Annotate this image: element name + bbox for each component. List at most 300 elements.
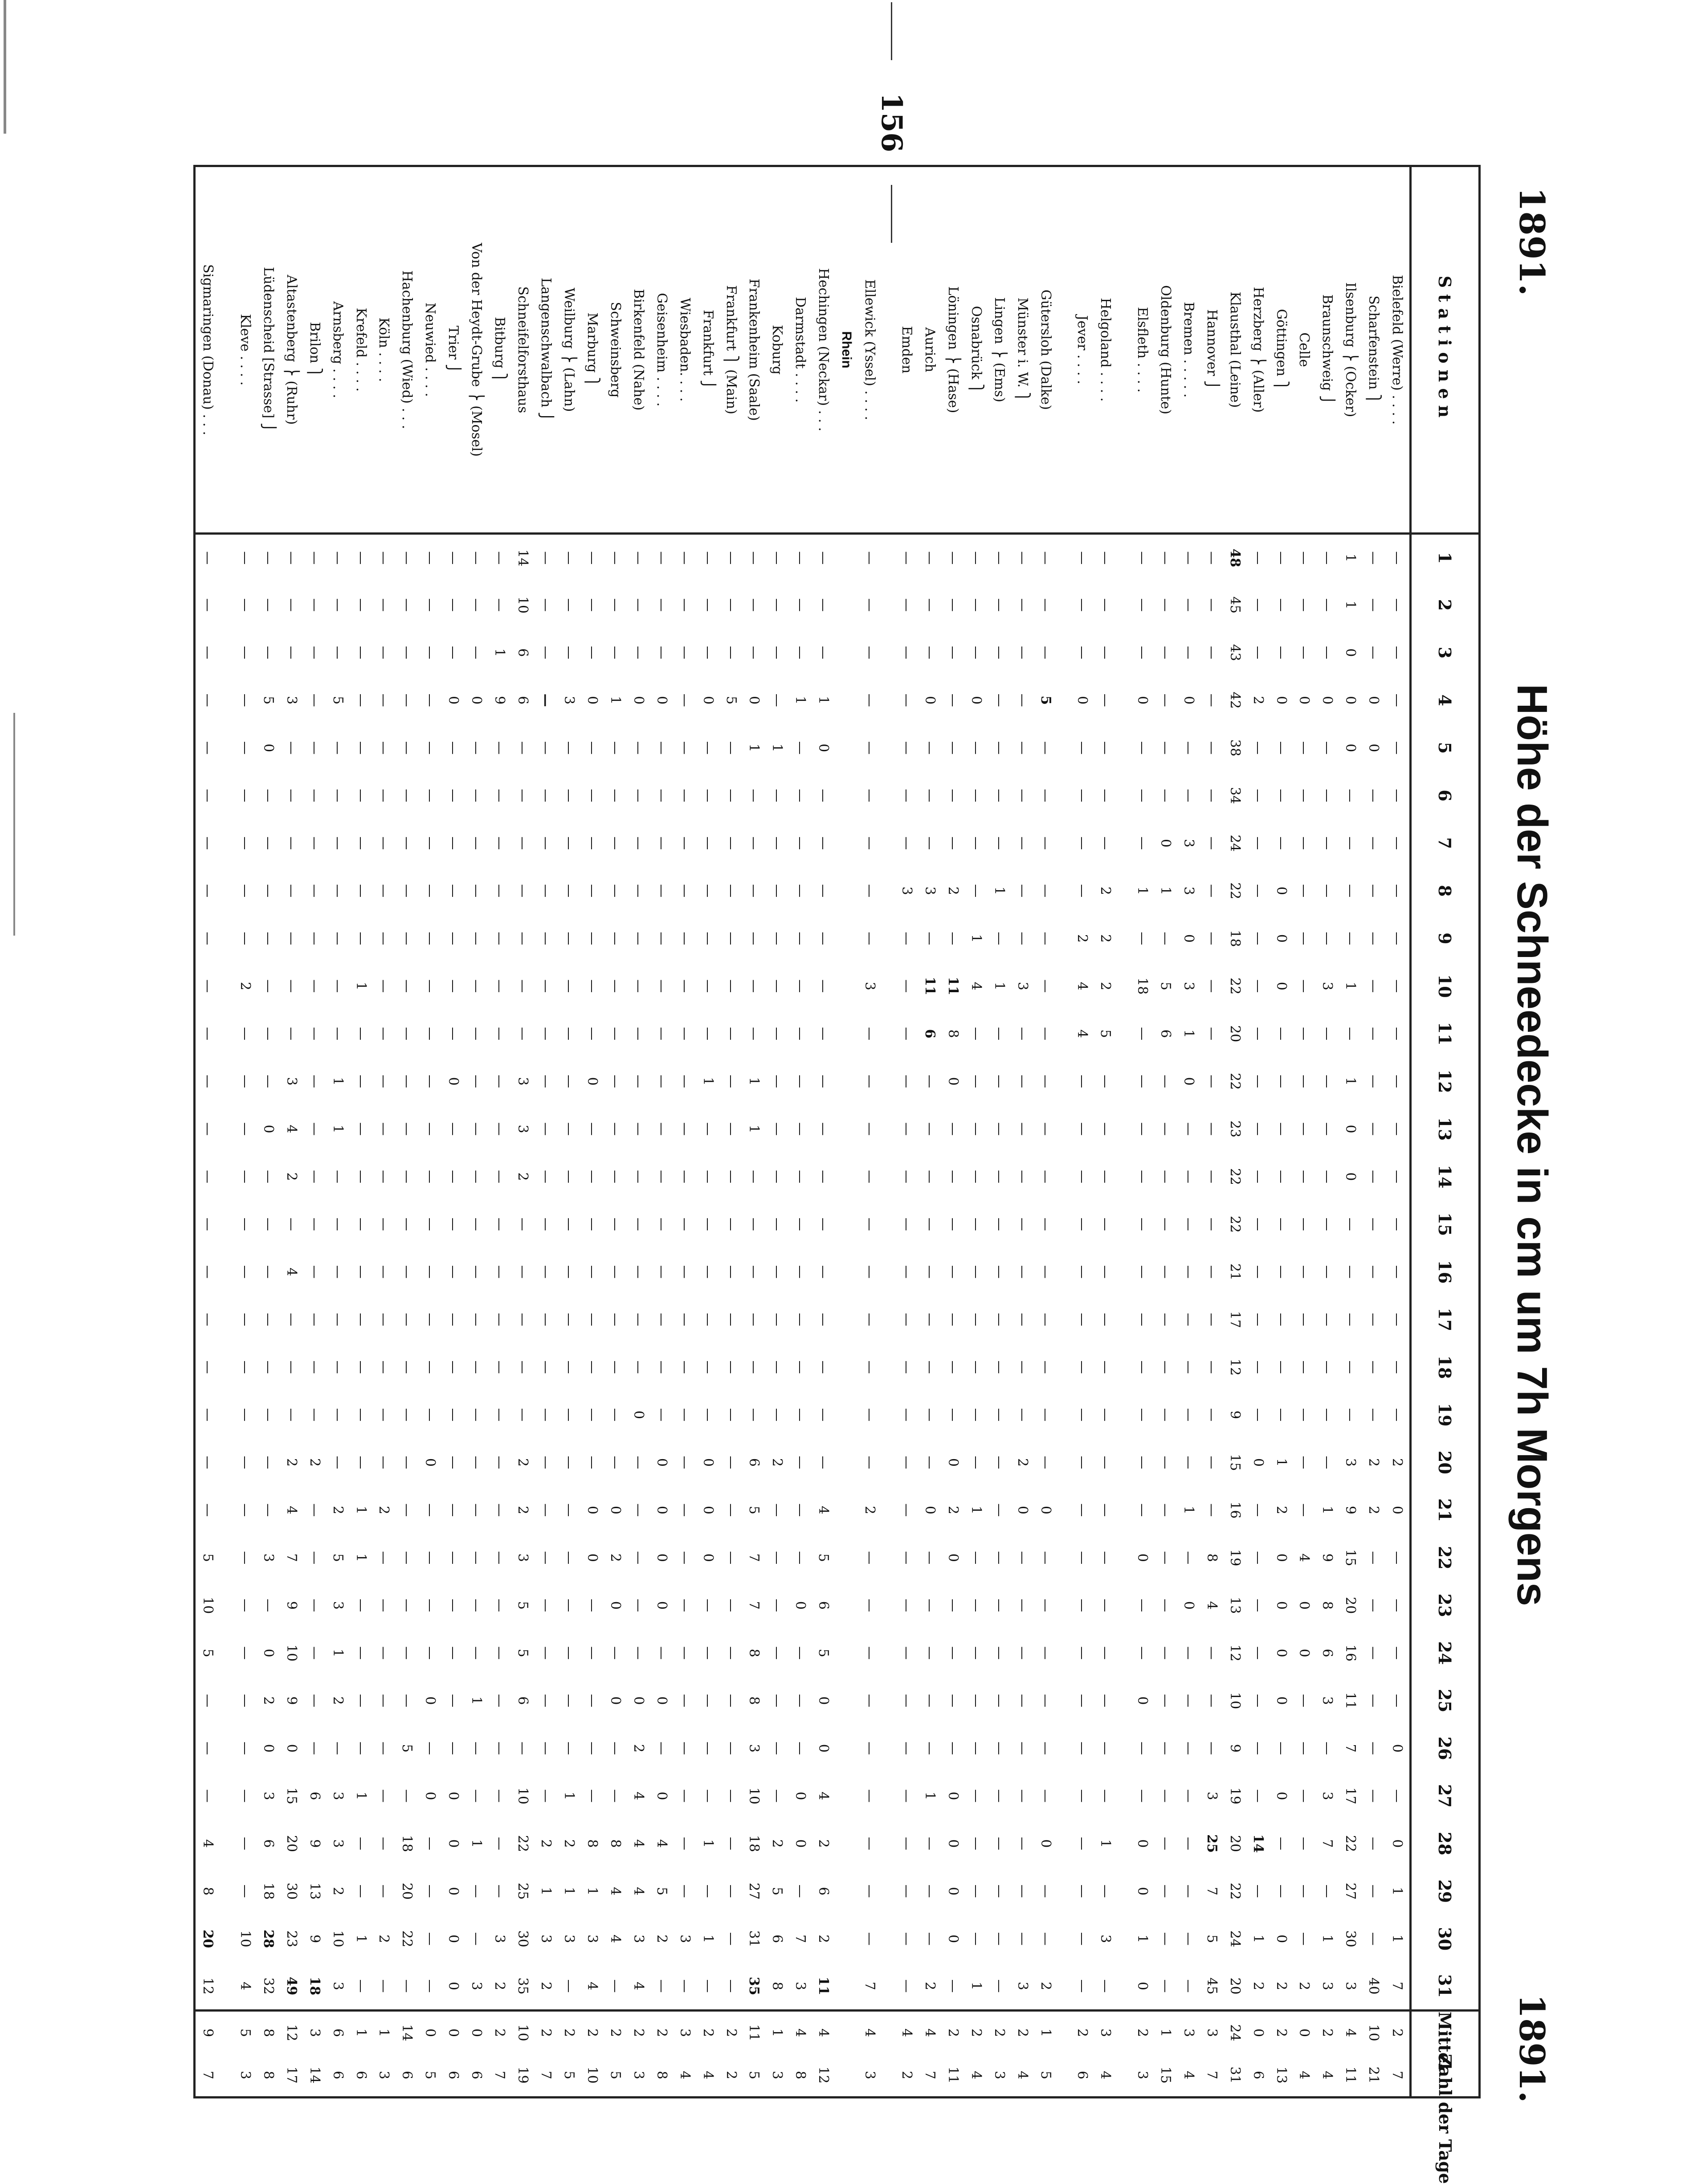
day-value: — (1180, 1360, 1196, 1374)
day-value: — (1250, 1694, 1266, 1708)
day-value: 2 (237, 982, 253, 990)
day-value: — (700, 551, 716, 565)
day-value: 1 (792, 696, 808, 705)
day-value: — (1319, 551, 1335, 565)
day-value: 20 (283, 1835, 299, 1852)
day-value: 0 (653, 1791, 669, 1800)
day-value: — (237, 789, 253, 802)
day-value: — (1389, 1217, 1405, 1231)
day-value: — (538, 1789, 554, 1803)
day-value: — (1074, 1122, 1090, 1136)
day-value: — (1250, 646, 1266, 659)
day-value: — (700, 1742, 716, 1755)
day-value: 0 (1273, 982, 1289, 990)
day-value: — (1014, 1551, 1030, 1565)
day-value: — (353, 646, 369, 659)
day-value: 0 (1134, 1887, 1150, 1896)
day-value: — (653, 1408, 669, 1422)
day-value: — (922, 1456, 938, 1469)
day-value: — (1180, 789, 1196, 802)
day-value: — (584, 551, 600, 565)
day-value: 20 (1227, 1977, 1243, 1995)
day-value: 3 (746, 1744, 762, 1753)
day-value: — (399, 1551, 415, 1565)
day-value: 0 (422, 1696, 438, 1705)
day-value: — (792, 1408, 808, 1422)
day-value (1117, 962, 1131, 1010)
day-value: — (607, 598, 623, 612)
day-value: — (492, 1503, 508, 1517)
day-value: — (1366, 1170, 1382, 1183)
day-value: 0 (1273, 1553, 1289, 1562)
day-value: — (1250, 1075, 1266, 1088)
day-value: 7 (1343, 1744, 1359, 1753)
station-name (1117, 166, 1131, 534)
day-value: — (898, 1122, 914, 1136)
day-value: — (862, 932, 878, 945)
day-value: 24 (1227, 1930, 1243, 1947)
day-value: 4 (968, 982, 984, 990)
day-value: — (492, 1456, 508, 1469)
day-value: — (1134, 741, 1150, 755)
day-value: — (492, 1646, 508, 1660)
day-value: — (862, 598, 878, 612)
day-value: 32 (260, 1977, 276, 1995)
day-value: — (746, 598, 762, 612)
day-value: — (538, 1456, 554, 1469)
day-value: — (237, 1170, 253, 1183)
day-value: — (376, 693, 392, 707)
day-count-value: 4 (968, 2070, 984, 2080)
day-value: — (1157, 598, 1173, 612)
day-value: — (792, 1217, 808, 1231)
day-value: — (1389, 1789, 1405, 1803)
day-value: — (991, 1122, 1007, 1136)
day-value (220, 1200, 234, 1248)
day-value: — (330, 1170, 346, 1183)
day-value: — (991, 1932, 1007, 1946)
day-value (220, 1439, 234, 1486)
day-value: — (1157, 1646, 1173, 1660)
header-day: 25 (1411, 1677, 1480, 1725)
mean-value: 2 (535, 2011, 558, 2054)
header-day: 14 (1411, 1153, 1480, 1200)
day-value: — (653, 1742, 669, 1755)
day-value: — (677, 1836, 693, 1850)
day-count-value: 3 (237, 2070, 253, 2080)
mean-value: 5 (233, 2011, 257, 2054)
day-value: — (1250, 836, 1266, 850)
day-value (1117, 1248, 1131, 1296)
day-value: — (1157, 1932, 1173, 1946)
day-value: 8 (200, 1887, 216, 1896)
day-value: — (1037, 979, 1053, 993)
day-value: — (1074, 1170, 1090, 1183)
day-value: — (237, 1456, 253, 1469)
day-value: — (237, 1122, 253, 1136)
mean-value: 8 (257, 2011, 280, 2054)
day-value: 18 (260, 1882, 276, 1900)
day-value: — (561, 884, 577, 898)
mean-value: 0 (419, 2011, 442, 2054)
day-count-value: 19 (515, 2066, 531, 2084)
table-row (941, 166, 964, 2098)
day-value: — (445, 1551, 461, 1565)
day-value: — (538, 741, 554, 755)
day-value: — (723, 1217, 739, 1231)
day-value: — (1180, 551, 1196, 565)
day-value: 0 (1343, 744, 1359, 753)
day-value: — (1343, 789, 1359, 802)
day-value: — (991, 836, 1007, 850)
day-value: — (353, 1075, 369, 1088)
day-value: — (653, 646, 669, 659)
day-value: 0 (653, 1696, 669, 1705)
day-value: 3 (330, 1791, 346, 1800)
day-value: — (922, 1694, 938, 1708)
day-value: — (283, 884, 299, 898)
day-value: — (922, 741, 938, 755)
day-value: — (1180, 1408, 1196, 1422)
day-value: — (723, 1551, 739, 1565)
day-value: — (1319, 598, 1335, 612)
day-value: — (1366, 1742, 1382, 1755)
day-value (1057, 1486, 1071, 1534)
day-value: — (898, 1742, 914, 1755)
day-value: 0 (653, 1601, 669, 1610)
day-value: — (1366, 1694, 1382, 1708)
day-count-value: 5 (422, 2070, 438, 2080)
day-value: — (1157, 1694, 1173, 1708)
day-value: — (945, 1646, 961, 1660)
day-value: — (968, 836, 984, 850)
day-value: — (237, 1313, 253, 1326)
day-value: — (306, 1075, 322, 1088)
day-value: — (792, 1551, 808, 1565)
day-value: — (1273, 1836, 1289, 1850)
day-value: — (538, 1503, 554, 1517)
day-value: — (653, 1360, 669, 1374)
day-value: — (1296, 1836, 1312, 1850)
day-value (1057, 1963, 1071, 2010)
day-value: — (1389, 1027, 1405, 1041)
day-value: 8 (945, 1029, 961, 1038)
day-value: 9 (1227, 1744, 1243, 1753)
day-value: — (399, 1408, 415, 1422)
day-value: — (1319, 789, 1335, 802)
day-value: — (653, 1979, 669, 1993)
day-value: — (1014, 1789, 1030, 1803)
day-value: 2 (330, 1505, 346, 1514)
day-value: — (1273, 646, 1289, 659)
day-value: 0 (445, 1887, 461, 1896)
day-value: — (1319, 836, 1335, 850)
day-value: — (1157, 1313, 1173, 1326)
day-value: — (769, 932, 785, 945)
page-title: Höhe der Schneedecke in cm um 7h Morgens (1508, 684, 1556, 1606)
day-value: — (862, 646, 878, 659)
day-value: — (538, 1075, 554, 1088)
header-day: 13 (1411, 1105, 1480, 1153)
day-value: 6 (1157, 1029, 1173, 1038)
mean-value: 1 (372, 2011, 396, 2054)
mean-value: 2 (1316, 2011, 1339, 2054)
day-value (1117, 676, 1131, 724)
day-value (220, 724, 234, 772)
day-value: — (1366, 789, 1382, 802)
day-value: — (991, 1599, 1007, 1612)
day-value: — (469, 551, 485, 565)
day-value: — (469, 1503, 485, 1517)
day-value: — (1157, 1170, 1173, 1183)
day-value: 1 (492, 648, 508, 657)
day-value: — (922, 1313, 938, 1326)
day-value: — (968, 884, 984, 898)
day-value: — (700, 979, 716, 993)
day-value: — (898, 932, 914, 945)
day-value: — (700, 1122, 716, 1136)
day-value: — (492, 979, 508, 993)
day-value: 2 (1098, 934, 1114, 943)
day-count-value: 3 (376, 2070, 392, 2080)
day-value: — (1157, 1360, 1173, 1374)
day-value: — (330, 741, 346, 755)
day-value: — (991, 646, 1007, 659)
day-value: — (746, 1217, 762, 1231)
day-value: — (1074, 551, 1090, 565)
day-value: — (1296, 1742, 1312, 1755)
day-value: — (1098, 1694, 1114, 1708)
day-value: 22 (1227, 1882, 1243, 1900)
day-value: — (1250, 789, 1266, 802)
day-value: — (260, 1170, 276, 1183)
day-value: — (445, 1360, 461, 1374)
day-value: — (353, 1456, 369, 1469)
day-value (1117, 1963, 1131, 2010)
day-value: 27 (746, 1882, 762, 1900)
day-value: — (769, 789, 785, 802)
day-value: — (422, 1646, 438, 1660)
day-value: — (968, 741, 984, 755)
day-value: 9 (1343, 1505, 1359, 1514)
day-value: 1 (1180, 1505, 1196, 1514)
day-value: — (330, 932, 346, 945)
day-value: — (445, 1170, 461, 1183)
day-value: 1 (584, 1887, 600, 1896)
day-value: — (1037, 646, 1053, 659)
day-value: — (1014, 836, 1030, 850)
day-value (882, 1629, 895, 1677)
day-value: — (1250, 1360, 1266, 1374)
day-value: 22 (515, 1835, 531, 1852)
header-day: 9 (1411, 915, 1480, 962)
day-value: — (607, 551, 623, 565)
day-value: 2 (945, 1505, 961, 1514)
day-value: — (515, 1360, 531, 1374)
day-value: — (1250, 932, 1266, 945)
day-value: — (792, 1503, 808, 1517)
day-value: — (677, 1599, 693, 1612)
day-value: — (1366, 1789, 1382, 1803)
day-value: — (283, 1360, 299, 1374)
day-value: — (469, 932, 485, 945)
day-value: — (723, 789, 739, 802)
day-value: — (816, 1456, 832, 1469)
day-value: — (1319, 1027, 1335, 1041)
day-value: — (1074, 598, 1090, 612)
day-value: — (330, 979, 346, 993)
day-value: — (677, 979, 693, 993)
day-value: — (945, 1979, 961, 1993)
station-name: Trier ⎭ (442, 166, 465, 534)
day-value (835, 1629, 858, 1677)
day-value: — (769, 1313, 785, 1326)
day-value: 2 (492, 1982, 508, 1991)
day-value: 10 (283, 1644, 299, 1662)
day-value: — (1250, 1742, 1266, 1755)
day-value: — (1180, 741, 1196, 755)
day-count-value: 8 (260, 2070, 276, 2080)
day-value: — (1296, 1456, 1312, 1469)
day-value (835, 1915, 858, 1963)
year-right: 1891. (1511, 1994, 1552, 2103)
day-value: — (1098, 1599, 1114, 1612)
station-name: Ilsenburg ⎬ (Ocker) (1339, 166, 1362, 534)
day-value: — (968, 1836, 984, 1850)
day-value: — (653, 932, 669, 945)
day-value: — (677, 1884, 693, 1898)
day-value: — (922, 836, 938, 850)
day-value: — (538, 932, 554, 945)
day-value: 3 (469, 1982, 485, 1991)
day-value: 0 (607, 1505, 623, 1514)
day-value: — (653, 1027, 669, 1041)
day-value: 23 (1227, 1120, 1243, 1138)
day-count-value: 3 (1134, 2070, 1150, 2080)
day-value: — (991, 1646, 1007, 1660)
day-value: — (515, 1742, 531, 1755)
day-value: — (677, 1503, 693, 1517)
mean-value: 3 (673, 2011, 696, 2054)
mean-value: 2 (941, 2011, 964, 2054)
day-value: — (862, 884, 878, 898)
day-value: — (653, 1075, 669, 1088)
station-name: Sigmaringen (Donau) . . . (195, 166, 220, 534)
day-value: — (1389, 789, 1405, 802)
day-value: — (1134, 1408, 1150, 1422)
day-value: — (746, 979, 762, 993)
day-count-value: 7 (538, 2070, 554, 2080)
day-value: 0 (653, 696, 669, 705)
day-value: — (1074, 1884, 1090, 1898)
day-value: — (1343, 884, 1359, 898)
day-value: — (1296, 884, 1312, 898)
table-row (1057, 166, 1071, 2098)
day-value: — (492, 1360, 508, 1374)
day-value: — (968, 646, 984, 659)
day-value: — (399, 1979, 415, 1993)
day-value: 1 (1134, 1935, 1150, 1943)
day-value: — (746, 1360, 762, 1374)
day-value: 20 (1343, 1597, 1359, 1614)
day-value: 0 (1343, 1125, 1359, 1133)
day-value: — (898, 1265, 914, 1279)
day-value: — (746, 1265, 762, 1279)
day-value: — (445, 646, 461, 659)
day-value: 0 (1037, 1505, 1053, 1514)
day-value: — (376, 741, 392, 755)
day-value: — (353, 884, 369, 898)
day-value: — (1343, 836, 1359, 850)
day-value: — (200, 1742, 216, 1755)
day-value: — (260, 598, 276, 612)
day-value: — (1204, 1503, 1220, 1517)
day-value: — (584, 1360, 600, 1374)
day-value: — (1037, 1075, 1053, 1088)
day-value: — (306, 1027, 322, 1041)
day-count-value: 5 (607, 2070, 623, 2080)
day-value (835, 534, 858, 581)
day-value: — (1273, 741, 1289, 755)
day-value: 18 (1134, 977, 1150, 995)
day-value: 17 (1343, 1787, 1359, 1805)
day-value: — (1366, 1836, 1382, 1850)
day-value (835, 1772, 858, 1820)
mean-value: 14 (396, 2011, 419, 2054)
day-value: — (1319, 1122, 1335, 1136)
day-value: — (653, 1170, 669, 1183)
day-value: 0 (653, 1458, 669, 1467)
day-value: — (1389, 979, 1405, 993)
mean-value: 3 (303, 2011, 326, 2054)
day-value: — (1366, 1313, 1382, 1326)
day-value: — (898, 1503, 914, 1517)
day-value: — (422, 1836, 438, 1850)
day-value: — (746, 1170, 762, 1183)
day-value: — (561, 1170, 577, 1183)
day-value: — (968, 1551, 984, 1565)
day-value: — (1273, 1742, 1289, 1755)
day-value: — (1204, 836, 1220, 850)
day-value: — (1296, 1075, 1312, 1088)
day-value: 3 (515, 1125, 531, 1133)
day-value (220, 676, 234, 724)
day-value: 1 (561, 1791, 577, 1800)
day-value (1117, 1915, 1131, 1963)
day-value: — (376, 1456, 392, 1469)
day-count-value: 3 (769, 2070, 785, 2080)
day-value: — (723, 1027, 739, 1041)
day-value: — (330, 1313, 346, 1326)
day-value: — (991, 1456, 1007, 1469)
table-row (280, 166, 303, 2098)
day-value: 0 (260, 744, 276, 753)
day-value: 2 (945, 886, 961, 895)
day-value: 6 (1319, 1648, 1335, 1657)
day-value: — (538, 1170, 554, 1183)
day-value: — (862, 551, 878, 565)
day-value: — (1250, 1789, 1266, 1803)
day-value: — (515, 1265, 531, 1279)
day-value: 0 (1273, 1935, 1289, 1943)
day-value: — (1319, 1884, 1335, 1898)
day-value: — (968, 1694, 984, 1708)
day-value (220, 1534, 234, 1582)
day-value: — (306, 1646, 322, 1660)
day-value: — (1157, 1884, 1173, 1898)
station-name: Scharfenstein ⎫ (1362, 166, 1385, 534)
day-value: 7 (283, 1553, 299, 1562)
